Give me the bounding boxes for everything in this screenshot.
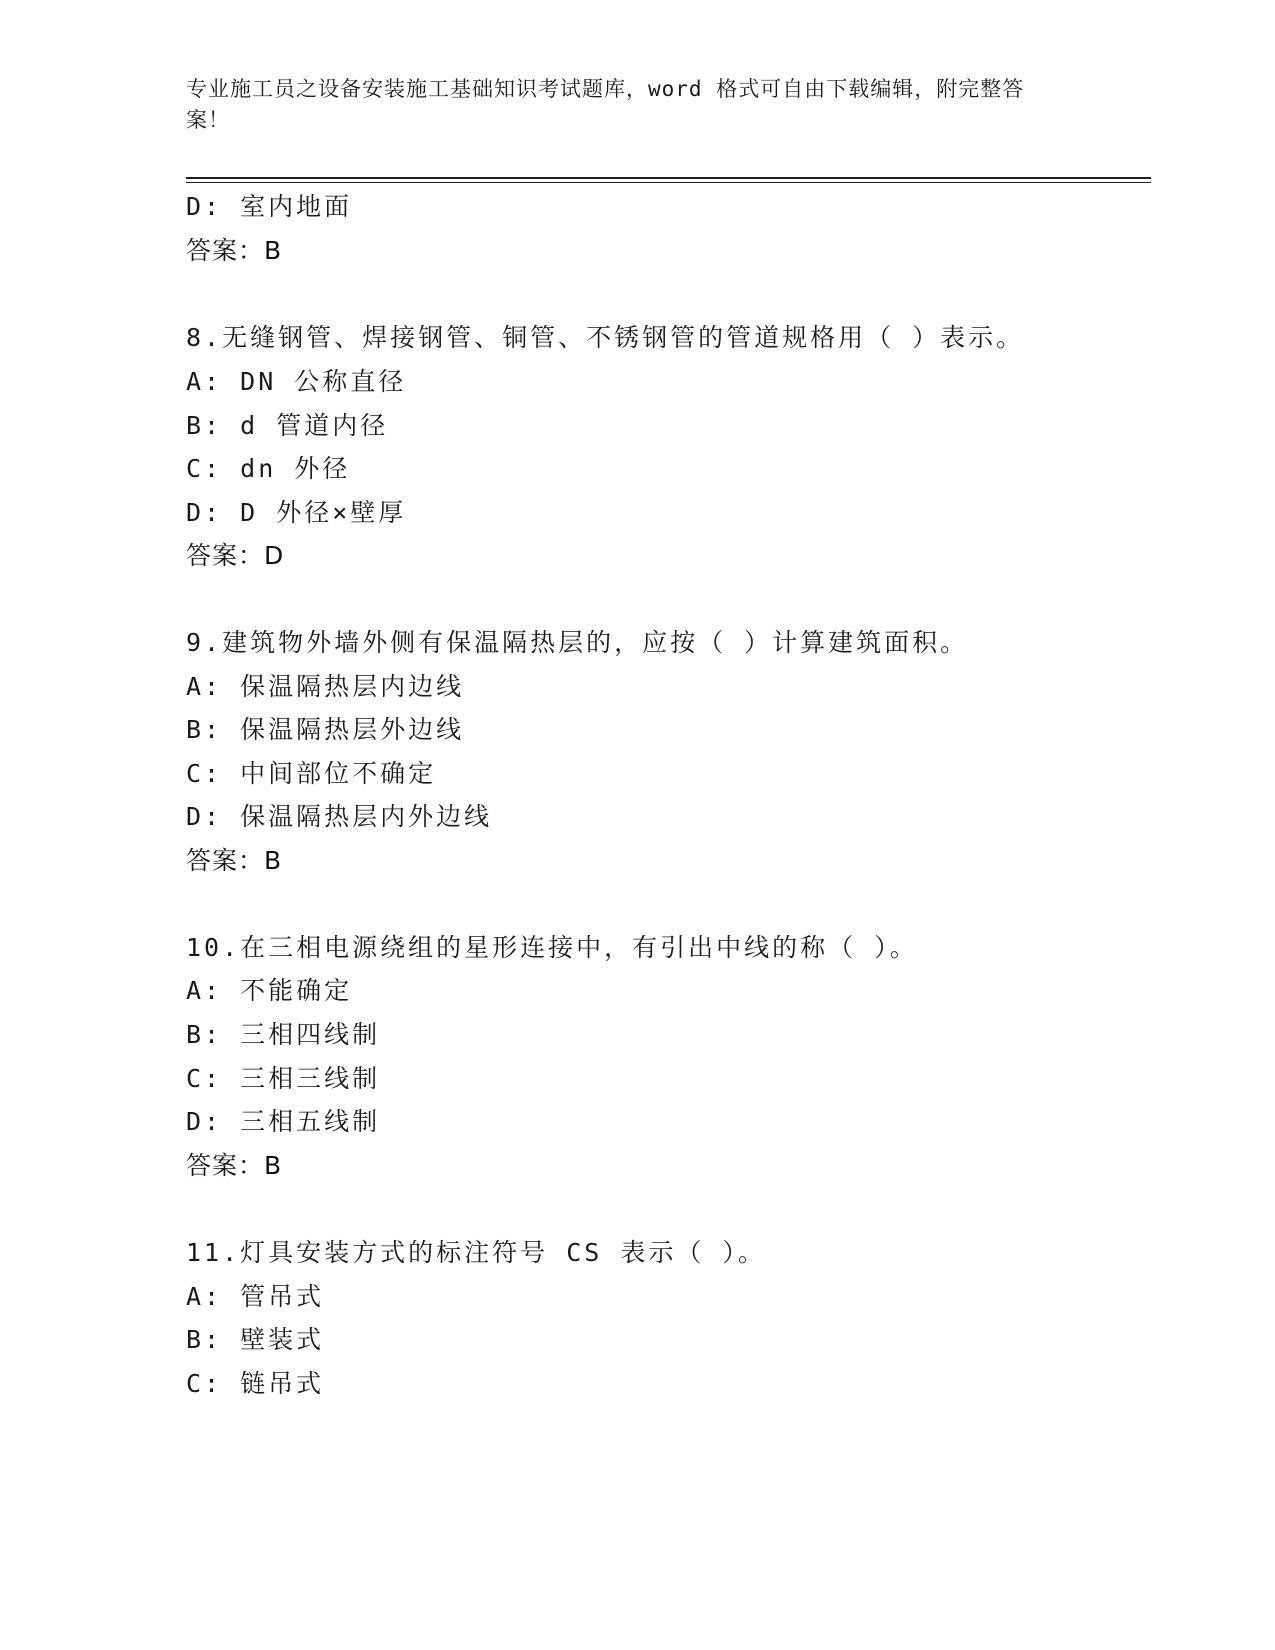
option-d: D: 保温隔热层内外边线 (186, 802, 493, 831)
option-b: B: d 管道内径 (186, 411, 389, 440)
question-stem: 10.在三相电源绕组的星形连接中，有引出中线的称（ ）。 (186, 933, 918, 962)
answer-label: 答案：D (186, 541, 285, 570)
answer-label: 答案：B (186, 236, 283, 265)
option-c: C: 链吊式 (186, 1369, 325, 1398)
option-b: B: 三相四线制 (186, 1020, 381, 1049)
option-c: C: 中间部位不确定 (186, 759, 437, 788)
option-c: C: dn 外径 (186, 454, 351, 483)
option-b: B: 壁装式 (186, 1325, 325, 1354)
option-a: A: DN 公称直径 (186, 367, 407, 396)
header-divider-thin (186, 182, 1151, 183)
header-divider-thick (186, 177, 1151, 179)
question-stem: 8.无缝钢管、焊接钢管、铜管、不锈钢管的管道规格用（ ）表示。 (186, 323, 1025, 352)
option-b: B: 保温隔热层外边线 (186, 715, 465, 744)
option-c: C: 三相三线制 (186, 1064, 381, 1093)
option-a: A: 保温隔热层内边线 (186, 672, 465, 701)
question-stem: 9.建筑物外墙外侧有保温隔热层的，应按（ ）计算建筑面积。 (186, 628, 969, 657)
option-a: A: 不能确定 (186, 976, 353, 1005)
option-d: D: 室内地面 (186, 192, 353, 221)
answer-label: 答案：B (186, 846, 283, 875)
question-stem: 11.灯具安装方式的标注符号 CS 表示（ ）。 (186, 1238, 766, 1267)
option-d: D: 三相五线制 (186, 1107, 381, 1136)
page-header: 专业施工员之设备安装施工基础知识考试题库，word 格式可自由下载编辑，附完整答案！ (186, 77, 1025, 132)
option-d: D: D 外径×壁厚 (186, 498, 407, 527)
answer-label: 答案：B (186, 1151, 283, 1180)
option-a: A: 管吊式 (186, 1282, 325, 1311)
